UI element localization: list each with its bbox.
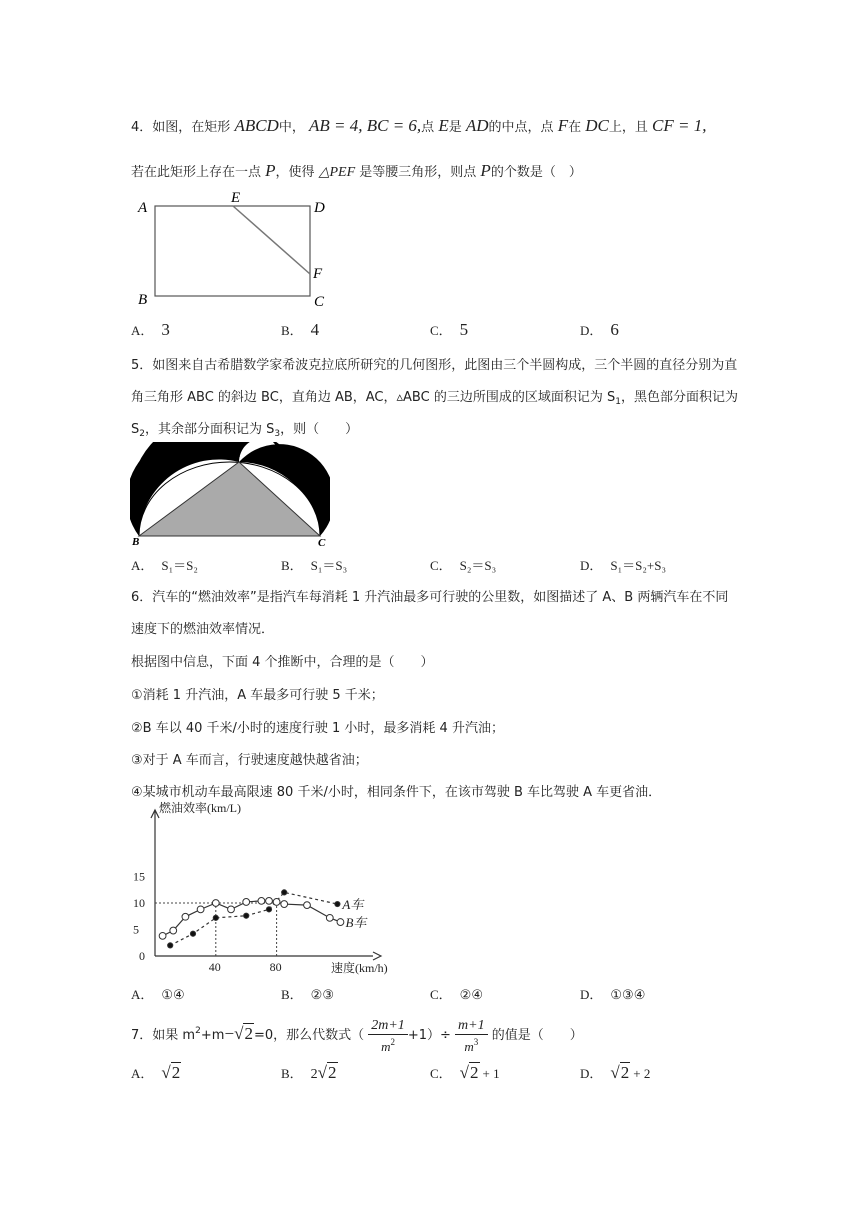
data-point-b <box>228 906 235 913</box>
data-point-a <box>266 907 271 912</box>
q4-option-c[interactable]: C． 5 <box>430 320 469 339</box>
data-point-a <box>168 943 173 948</box>
data-point-b <box>337 919 344 926</box>
label-c: C <box>314 294 325 310</box>
label-b: B <box>132 536 140 547</box>
q6-option-a[interactable]: A． ①④ <box>131 987 185 1002</box>
q4-line1: 4．如图，在矩形 ABCD中， AB = 4, BC = 6,点 E是 AD的中点，点 F在 DC上，且 CF = 1, <box>131 116 707 135</box>
sqrt-2: −√2 <box>224 1024 253 1043</box>
q6-line2: 速度下的燃油效率情况． <box>131 622 275 637</box>
hippocrates-figure <box>130 442 330 547</box>
label-b: B <box>138 292 148 308</box>
data-point-b <box>170 927 177 934</box>
q5-line3: $S_2$，其余部分面积记为 $S_3$，则（ ） <box>131 422 359 439</box>
q6-line3: 根据图中信息，下面 4 个推断中，合理的是（ ） <box>131 655 434 670</box>
q7-option-b[interactable]: B． 2√2 <box>281 1063 337 1082</box>
x-tick-label: 80 <box>269 960 282 974</box>
series-label-a: A车 <box>342 897 364 913</box>
q6-statement-1: ①消耗 1 升汽油，A 车最多可行驶 5 千米； <box>131 688 384 703</box>
rectangle-abcd <box>155 206 310 296</box>
q6-statement-2: ②B 车以 40 千米/小时的速度行驶 1 小时，最多消耗 4 升汽油； <box>131 721 504 736</box>
fuel-efficiency-chart <box>125 798 425 980</box>
data-point-a <box>213 915 218 920</box>
data-point-b <box>159 932 166 939</box>
data-point-b <box>243 899 250 906</box>
x-axis-arrow <box>373 952 381 960</box>
label-e: E <box>231 190 241 206</box>
q4-option-d[interactable]: D． 6 <box>580 320 619 339</box>
q5-line2: 角三角形 ABC 的斜边 BC，直角边 AB，AC，▵ABC 的三边所围成的区域面积记为 $S_1$，黑色部分面积记为 <box>131 390 738 407</box>
data-point-b <box>197 906 204 913</box>
y-axis-label: 燃油效率(km/L) <box>159 801 241 815</box>
series-line-a <box>170 892 337 945</box>
data-point-a <box>282 890 287 895</box>
q6-option-c[interactable]: C． ②④ <box>430 987 483 1002</box>
q6-option-d[interactable]: D． ①③④ <box>580 987 646 1002</box>
q7-option-d[interactable]: D． √2 + 2 <box>580 1063 651 1082</box>
x-axis-label: 速度(km/h) <box>331 961 388 975</box>
fraction-m-plus-1-over-m3: $\frac{m+1}{m^3}$ <box>455 1018 488 1054</box>
data-point-a <box>190 931 195 936</box>
q6-statement-4: ④某城市机动车最高限速 80 千米/小时，相同条件下，在该市驾驶 B 车比驾驶 A 车更省油． <box>131 785 662 800</box>
segment-ef <box>233 206 310 274</box>
q7-option-c[interactable]: C． √2 + 1 <box>430 1063 500 1082</box>
label-a: A <box>138 200 148 216</box>
q4-option-a[interactable]: A． 3 <box>131 320 170 339</box>
series-label-b: B车 <box>345 915 367 931</box>
fraction-2m-plus-1-over-m2: $\frac{2m+1}{m^2}$ <box>368 1018 408 1054</box>
q5-option-b[interactable]: B． S₁＝S₃ <box>281 558 348 573</box>
q4-option-b[interactable]: B． 4 <box>281 320 320 339</box>
label-d: D <box>314 200 325 216</box>
data-point-b <box>258 897 265 904</box>
y-tick-label: 15 <box>133 869 145 884</box>
x-tick-label: 40 <box>208 960 221 974</box>
q5-option-d[interactable]: D． S₁＝S₂+S₃ <box>580 558 667 573</box>
q6-line1: 6．汽车的“燃油效率”是指汽车每消耗 1 升汽油最多可行驶的公里数，如图描述了 A、B 两辆汽车在不同 <box>131 590 729 605</box>
data-point-b <box>212 900 219 907</box>
data-point-b <box>182 913 189 920</box>
q4-line2: 若在此矩形上存在一点 P，使得 △PEF 是等腰三角形，则点 P的个数是（ ） <box>131 161 582 180</box>
data-point-a <box>335 901 340 906</box>
data-point-b <box>266 897 273 904</box>
data-point-b <box>326 914 333 921</box>
q7-option-a[interactable]: A． √2 <box>131 1063 181 1082</box>
q4-condition: AB = 4, BC = 6, <box>308 116 422 135</box>
q5-option-a[interactable]: A． S₁＝S₂ <box>131 558 198 573</box>
y-tick-label: 10 <box>133 896 145 910</box>
label-c: C <box>318 537 326 547</box>
q7-line: 7．如果 $m^2+m -√2=0$，那么代数式（ $\frac{2m+1}{m^2}$ +1）÷ $\frac{m+1}{m^3}$ 的值是（ ） <box>131 1017 583 1054</box>
y-tick-label: 5 <box>133 922 139 937</box>
rectangle-figure <box>130 186 340 311</box>
label-a: A <box>233 448 241 460</box>
data-point-b <box>304 902 311 909</box>
origin-label: 0 <box>139 949 145 963</box>
data-point-b <box>273 899 280 906</box>
series-line-b <box>163 901 341 936</box>
q5-line1: 5．如图来自古希腊数学家希波克拉底所研究的几何图形，此图由三个半圆构成，三个半圆的直径分别为直 <box>131 358 738 373</box>
data-point-b <box>281 901 288 908</box>
q5-option-c[interactable]: C． S₂＝S₃ <box>430 558 497 573</box>
q6-statement-3: ③对于 A 车而言，行驶速度越快越省油； <box>131 753 368 768</box>
q4-number: 4． <box>131 120 153 135</box>
q6-option-b[interactable]: B． ②③ <box>281 987 334 1002</box>
label-f: F <box>313 266 323 282</box>
data-point-a <box>244 913 249 918</box>
